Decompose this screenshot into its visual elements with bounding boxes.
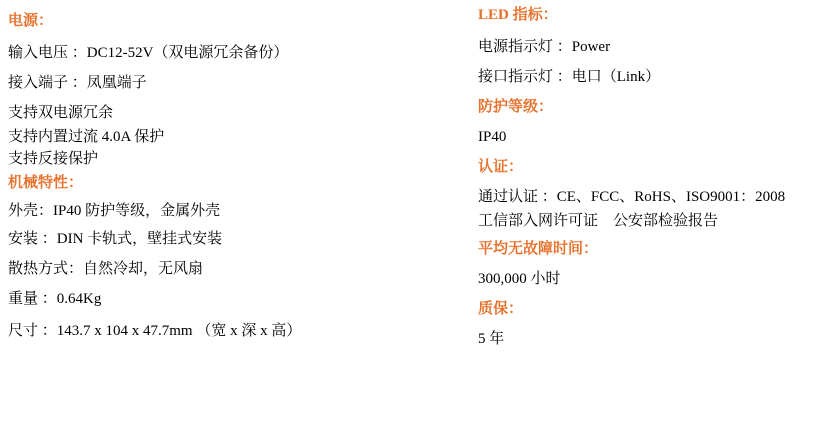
power-item-overcurrent: 支持内置过流 4.0A 保护	[8, 129, 165, 145]
led-item-power: 电源指示灯 ：Power	[478, 39, 611, 55]
left-column	[8, 0, 468, 340]
power-item-reverse: 支持反接保护	[8, 151, 99, 167]
certification-item-licenses: 工信部入网许可证 公安部检验报告	[478, 213, 719, 229]
certification-section-heading: 认证：	[478, 159, 524, 175]
warranty-section-heading: 质保：	[478, 301, 524, 317]
power-item-redundancy: 支持双电源冗余	[8, 105, 114, 121]
mechanical-section-heading: 机械特性：	[8, 175, 84, 191]
warranty-item-years: 5 年	[478, 331, 505, 347]
protection-section-heading: 防护等级：	[478, 99, 554, 115]
power-section-heading: 电源：	[8, 13, 54, 29]
mtbf-section-heading: 平均无故障时间：	[478, 241, 599, 257]
mechanical-item-dimensions: 尺寸 ：143.7 x 104 x 47.7mm （宽 x 深 x 高）	[8, 323, 302, 339]
power-item-terminal: 接入端子 ：凤凰端子	[8, 75, 147, 91]
protection-item-ip40: IP40	[478, 129, 507, 145]
certification-item-standards: 通过认证 ：CE、FCC、RoHS、ISO9001：2008	[478, 189, 786, 205]
mtbf-item-hours: 300,000 小时	[478, 271, 561, 287]
mechanical-item-enclosure: 外壳：IP40 防护等级，金属外壳	[8, 203, 221, 219]
mechanical-item-mounting: 安装 ：DIN 卡轨式，壁挂式安装	[8, 231, 223, 247]
mechanical-item-cooling: 散热方式：自然冷却，无风扇	[8, 261, 204, 277]
led-section-heading: LED 指标：	[478, 7, 558, 23]
power-item-input-voltage: 输入电压 ：DC12-52V（双电源冗余备份）	[8, 45, 289, 61]
right-column	[478, 0, 818, 348]
mechanical-item-weight: 重量 ：0.64Kg	[8, 291, 102, 307]
led-item-link: 接口指示灯 ：电口（Link）	[478, 69, 661, 85]
